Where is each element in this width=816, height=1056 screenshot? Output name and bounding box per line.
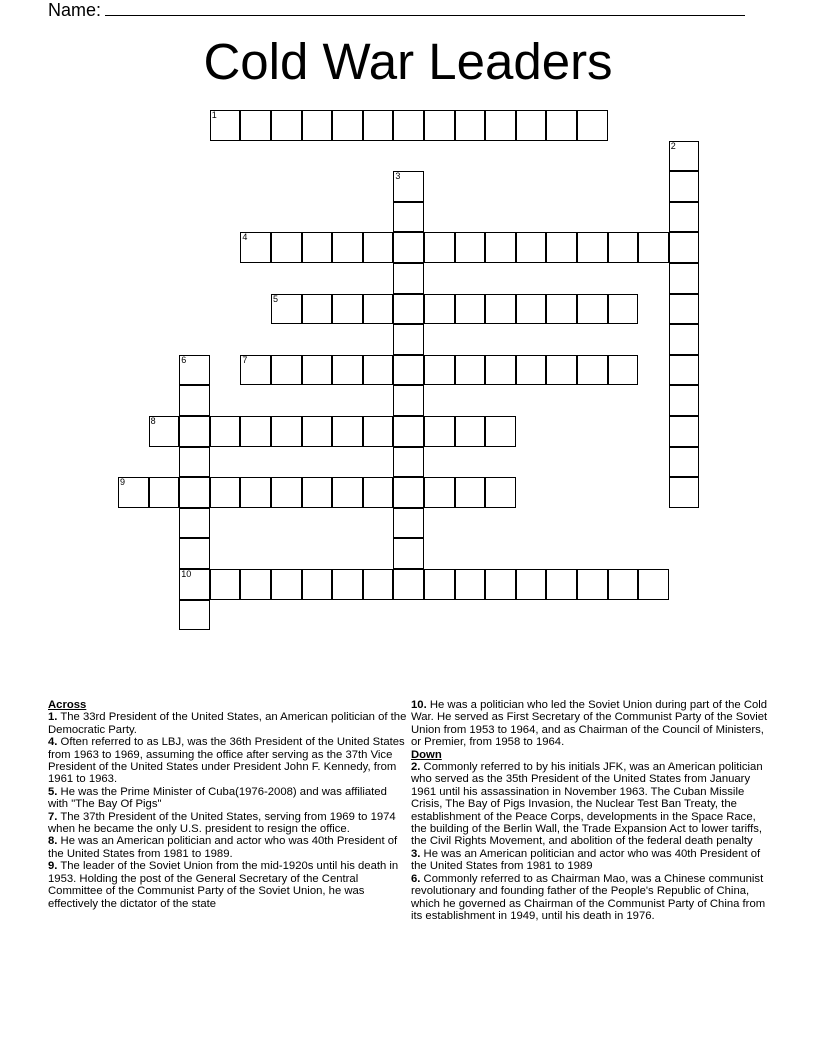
clue-number: 6 bbox=[181, 354, 187, 365]
clue-number: 8. bbox=[48, 835, 58, 848]
grid-cell[interactable] bbox=[302, 294, 333, 325]
grid-cell[interactable] bbox=[393, 324, 424, 355]
grid-cell[interactable] bbox=[669, 324, 700, 355]
grid-cell[interactable] bbox=[669, 294, 700, 325]
grid-cell[interactable] bbox=[393, 385, 424, 416]
grid-cell[interactable] bbox=[424, 232, 455, 263]
down-clue bbox=[411, 873, 771, 923]
grid-cell[interactable] bbox=[240, 416, 271, 447]
grid-cell[interactable] bbox=[179, 477, 210, 508]
grid-cell[interactable] bbox=[363, 110, 394, 141]
grid-cell[interactable] bbox=[332, 232, 363, 263]
grid-cell[interactable] bbox=[179, 385, 210, 416]
grid-cell[interactable] bbox=[393, 171, 424, 202]
grid-cell[interactable] bbox=[638, 569, 669, 600]
across-clue bbox=[48, 811, 408, 836]
clues-column-left bbox=[48, 699, 408, 910]
clue-number: 6. bbox=[411, 872, 421, 885]
grid-cell[interactable] bbox=[577, 569, 608, 600]
clue-text: Often referred to as LBJ, was the 36th President of the United States from 1963 to 1969, assuming the office after serving as the 37th Vice President of the United States under President John F. Kennedy, from 1961 to 1963. bbox=[48, 736, 405, 786]
grid-cell[interactable] bbox=[485, 294, 516, 325]
grid-cell[interactable] bbox=[577, 110, 608, 141]
grid-cell[interactable] bbox=[332, 110, 363, 141]
clue-text: The 37th President of the United States, serving from 1969 to 1974 when he became the only U.S. president to resign the office. bbox=[48, 810, 396, 836]
down-clue-list bbox=[411, 761, 771, 922]
grid-cell[interactable] bbox=[455, 294, 486, 325]
grid-cell[interactable] bbox=[332, 355, 363, 386]
clue-number: 9. bbox=[48, 860, 58, 873]
across-clue-list bbox=[48, 711, 408, 910]
clue-number: 4. bbox=[48, 736, 58, 749]
across-clue bbox=[48, 860, 408, 910]
grid-cell[interactable] bbox=[393, 110, 424, 141]
clue-number: 1 bbox=[211, 110, 217, 120]
grid-cell[interactable] bbox=[179, 355, 210, 386]
clues-column-right bbox=[411, 699, 771, 922]
grid-cell[interactable] bbox=[424, 110, 455, 141]
grid-cell[interactable] bbox=[393, 538, 424, 569]
grid-cell[interactable] bbox=[608, 294, 639, 325]
grid-cell[interactable] bbox=[271, 110, 302, 141]
grid-cell[interactable] bbox=[485, 110, 516, 141]
grid-cell[interactable] bbox=[669, 141, 700, 172]
clue-text: He was an American politician and actor who was 40th President of the United States from 1981 to 1989. bbox=[48, 835, 398, 860]
across-clue bbox=[48, 711, 408, 736]
grid-cell[interactable] bbox=[424, 569, 455, 600]
grid-cell[interactable] bbox=[393, 263, 424, 294]
clue-number: 4 bbox=[242, 232, 248, 243]
grid-cell[interactable] bbox=[485, 477, 516, 508]
grid-cell[interactable] bbox=[210, 110, 241, 141]
clue-number: 3. bbox=[411, 847, 421, 860]
grid-cell[interactable] bbox=[485, 416, 516, 447]
grid-cell[interactable] bbox=[210, 477, 241, 508]
grid-cell[interactable] bbox=[302, 477, 333, 508]
grid-cell[interactable] bbox=[669, 202, 700, 233]
grid-cell[interactable] bbox=[393, 477, 424, 508]
grid-cell[interactable] bbox=[210, 569, 241, 600]
grid-cell[interactable] bbox=[546, 355, 577, 386]
clue-number: 1. bbox=[48, 711, 58, 724]
grid-cell[interactable] bbox=[577, 232, 608, 263]
grid-cell[interactable] bbox=[179, 569, 210, 600]
grid-cell[interactable] bbox=[669, 355, 700, 386]
grid-cell[interactable] bbox=[240, 569, 271, 600]
grid-cell[interactable] bbox=[577, 355, 608, 386]
grid-cell[interactable] bbox=[271, 232, 302, 263]
grid-cell[interactable] bbox=[240, 477, 271, 508]
grid-cell[interactable] bbox=[179, 508, 210, 539]
grid-cell[interactable] bbox=[455, 569, 486, 600]
grid-cell[interactable] bbox=[455, 110, 486, 141]
grid-cell[interactable] bbox=[669, 477, 700, 508]
grid-cell[interactable] bbox=[363, 294, 394, 325]
clue-text: The leader of the Soviet Union from the mid-1920s until his death in 1953. Holding the post of the General Secretary of the Central Committee of the Communist Party of the Soviet Union, he was effectively the dictator of the state bbox=[48, 860, 399, 910]
grid-cell[interactable] bbox=[424, 416, 455, 447]
grid-cell[interactable] bbox=[608, 232, 639, 263]
grid-cell[interactable] bbox=[302, 110, 333, 141]
grid-cell[interactable] bbox=[271, 416, 302, 447]
grid-cell[interactable] bbox=[118, 477, 149, 508]
clue-text: Commonly referred to by his initials JFK, was an American politician who served as the 35th President of the United States from January 1961 until his assassination in November 1963. The Cuban Missile Crisis, The Bay of Pigs Invasion, the Nuclear Test Ban Treaty, the establishment of the Peace Corps, developments in the Space Race, the building of the Berlin Wall, the Trade Expansion Act to lower tariffs, the Civil Rights Movement, and abolition of the federal death penalty bbox=[411, 761, 763, 848]
grid-cell[interactable] bbox=[455, 416, 486, 447]
clue-number: 5 bbox=[273, 293, 279, 304]
grid-cell[interactable] bbox=[669, 385, 700, 416]
grid-cell[interactable] bbox=[393, 569, 424, 600]
grid-cell[interactable] bbox=[424, 477, 455, 508]
grid-cell[interactable] bbox=[149, 416, 180, 447]
grid-cell[interactable] bbox=[393, 355, 424, 386]
grid-cell[interactable] bbox=[516, 294, 547, 325]
clue-number: 10 bbox=[181, 569, 192, 579]
grid-cell[interactable] bbox=[669, 447, 700, 478]
grid-cell[interactable] bbox=[516, 110, 547, 141]
down-clue bbox=[411, 848, 771, 873]
grid-cell[interactable] bbox=[485, 355, 516, 386]
grid-cell[interactable] bbox=[669, 171, 700, 202]
grid-cell[interactable] bbox=[393, 508, 424, 539]
across-heading: Across bbox=[48, 699, 87, 711]
down-clue bbox=[411, 761, 771, 848]
grid-cell[interactable] bbox=[516, 355, 547, 386]
grid-cell[interactable] bbox=[393, 202, 424, 233]
grid-cell[interactable] bbox=[546, 232, 577, 263]
grid-cell[interactable] bbox=[210, 416, 241, 447]
grid-cell[interactable] bbox=[546, 110, 577, 141]
grid-cell[interactable] bbox=[424, 355, 455, 386]
grid-cell[interactable] bbox=[608, 355, 639, 386]
grid-cell[interactable] bbox=[179, 447, 210, 478]
grid-cell[interactable] bbox=[393, 294, 424, 325]
grid-cell[interactable] bbox=[546, 569, 577, 600]
grid-cell[interactable] bbox=[424, 294, 455, 325]
grid-cell[interactable] bbox=[669, 416, 700, 447]
clue-number: 2 bbox=[670, 140, 676, 151]
clue-text: The 33rd President of the United States, an American politician of the Democratic Party. bbox=[48, 711, 407, 736]
clue-number: 5. bbox=[48, 785, 58, 798]
clue-number: 9 bbox=[120, 477, 126, 488]
grid-cell[interactable] bbox=[638, 232, 669, 263]
clue-number: 3 bbox=[395, 171, 401, 182]
grid-cell[interactable] bbox=[363, 416, 394, 447]
down-heading: Down bbox=[411, 748, 442, 761]
grid-cell[interactable] bbox=[240, 232, 271, 263]
grid-cell[interactable] bbox=[302, 232, 333, 263]
grid-cell[interactable] bbox=[149, 477, 180, 508]
across-clue-list-continued bbox=[411, 699, 771, 749]
grid-cell[interactable] bbox=[240, 110, 271, 141]
grid-cell[interactable] bbox=[363, 477, 394, 508]
clue-text: Commonly referred to as Chairman Mao, was a Chinese communist revolutionary and founding father of the People's Republic of China, which he governed as Chairman of the Communist Party of China from its establishment in 1949, until his death in 1976. bbox=[411, 872, 766, 922]
grid-cell[interactable] bbox=[332, 294, 363, 325]
grid-cell[interactable] bbox=[179, 600, 210, 631]
grid-cell[interactable] bbox=[332, 416, 363, 447]
grid-cell[interactable] bbox=[546, 294, 577, 325]
page-title: Cold War Leaders bbox=[203, 33, 613, 90]
grid-cell[interactable] bbox=[179, 538, 210, 569]
clue-text: He was a politician who led the Soviet Union during part of the Cold War. He served as First Secretary of the Communist Party of the Soviet Union from 1953 to 1964, and as Chairman of the Council of Ministers, or Premier, from 1958 to 1964. bbox=[411, 699, 768, 749]
grid-cell[interactable] bbox=[240, 355, 271, 386]
name-label: Name: bbox=[48, 0, 102, 20]
grid-cell[interactable] bbox=[271, 569, 302, 600]
clue-number: 7. bbox=[48, 810, 58, 823]
grid-cell[interactable] bbox=[363, 232, 394, 263]
grid-cell[interactable] bbox=[332, 477, 363, 508]
clue-number: 2. bbox=[411, 761, 421, 774]
grid-cell[interactable] bbox=[302, 416, 333, 447]
grid-cell[interactable] bbox=[363, 355, 394, 386]
grid-cell[interactable] bbox=[393, 447, 424, 478]
grid-cell[interactable] bbox=[302, 355, 333, 386]
grid-cell[interactable] bbox=[516, 569, 547, 600]
across-clue bbox=[411, 699, 771, 749]
grid-cell[interactable] bbox=[669, 232, 700, 263]
grid-cell[interactable] bbox=[485, 569, 516, 600]
grid-cell[interactable] bbox=[393, 416, 424, 447]
grid-cell[interactable] bbox=[669, 263, 700, 294]
grid-cell[interactable] bbox=[455, 355, 486, 386]
clue-text: He was the Prime Minister of Cuba(1976-2008) and was affiliated with "The Bay Of Pigs" bbox=[48, 785, 387, 811]
grid-cell[interactable] bbox=[608, 569, 639, 600]
clue-text: He was an American politician and actor who was 40th President of the United States from 1981 to 1989 bbox=[411, 847, 761, 873]
grid-cell[interactable] bbox=[271, 355, 302, 386]
across-clue bbox=[48, 736, 408, 786]
grid-cell[interactable] bbox=[485, 232, 516, 263]
grid-cell[interactable] bbox=[455, 232, 486, 263]
clue-number: 7 bbox=[242, 354, 248, 365]
grid-cell[interactable] bbox=[179, 416, 210, 447]
grid-cell[interactable] bbox=[271, 294, 302, 325]
grid-cell[interactable] bbox=[516, 232, 547, 263]
grid-cell[interactable] bbox=[577, 294, 608, 325]
grid-cell[interactable] bbox=[393, 232, 424, 263]
clue-number: 8 bbox=[150, 416, 156, 426]
grid-cell[interactable] bbox=[302, 569, 333, 600]
across-clue bbox=[48, 786, 408, 811]
across-clue bbox=[48, 835, 408, 860]
clue-number: 10. bbox=[411, 699, 427, 711]
grid-cell[interactable] bbox=[332, 569, 363, 600]
grid-cell[interactable] bbox=[271, 477, 302, 508]
grid-cell[interactable] bbox=[363, 569, 394, 600]
grid-cell[interactable] bbox=[455, 477, 486, 508]
